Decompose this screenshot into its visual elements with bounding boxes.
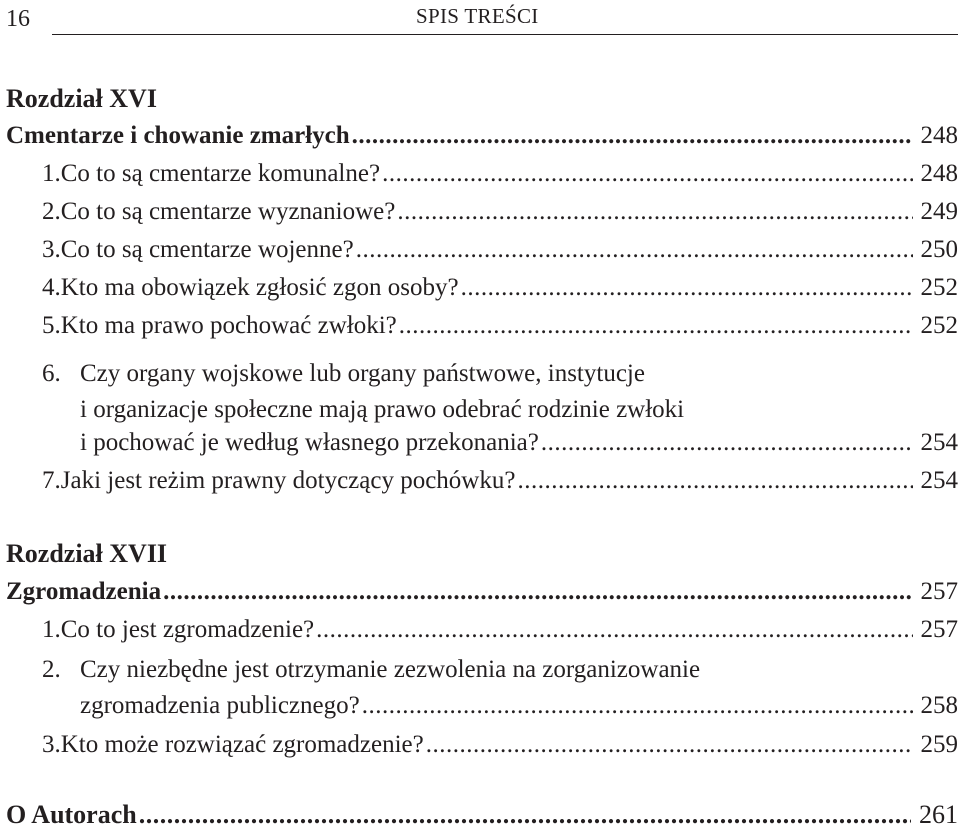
toc-entry[interactable]: 3. Kto może rozwiązać zgromadzenie? ..... 259 [42,726,958,764]
dot-leader [163,573,912,611]
toc-entry[interactable]: 1. Co to jest zgromadzenie? ..... 257 [42,611,958,649]
dot-leader [352,117,913,155]
dot-leader [382,155,912,193]
chapter-heading-17: Rozdział XVII [6,539,168,568]
dot-leader [517,462,912,500]
dot-leader [316,611,912,649]
toc-entry[interactable]: 3. Co to są cmentarze wojenne? ..... 250 [42,231,958,269]
page-number: 16 [6,6,30,32]
toc-entry[interactable]: 7. Jaki jest reżim prawny dotyczący pochówku? ..... 254 [42,462,958,500]
dot-leader [399,307,913,345]
toc-entry-multiline-last[interactable]: zgromadzenia publicznego? ..... 258 [80,687,958,725]
toc-entry[interactable]: 1. Co to są cmentarze komunalne? ..... 248 [42,155,958,193]
toc-entry-multiline-line1[interactable]: 2. Czy niezbędne jest otrzymanie zezwolenia na zorganizowanie [42,656,701,683]
dot-leader [362,687,913,725]
header-rule [52,34,958,35]
toc-entry-continuation: i organizacje społeczne mają prawo odebrać rodzinie zwłoki [80,396,685,423]
dot-leader [356,231,913,269]
dot-leader [461,269,913,307]
toc-entry-authors[interactable]: O Autorach ..... 261 [6,796,958,834]
dot-leader [139,796,911,834]
chapter-heading-16: Rozdział XVI [6,84,157,113]
dot-leader [541,424,913,462]
dot-leader [397,193,912,231]
toc-entry[interactable]: 4. Kto ma obowiązek zgłosić zgon osoby? ..... 252 [42,269,958,307]
toc-entry-chapter-17-title[interactable]: Zgromadzenia ..... 257 [6,573,958,611]
page-header [0,0,960,40]
running-title: SPIS TREŚCI [416,4,539,28]
toc-entry-chapter-16-title[interactable]: Cmentarze i chowanie zmarłych ..... 248 [6,117,958,155]
toc-entry[interactable]: 5. Kto ma prawo pochować zwłoki? ..... 252 [42,307,958,345]
toc-entry-multiline-line1[interactable]: 6. Czy organy wojskowe lub organy państwowe, instytucje [42,360,645,387]
toc-entry[interactable]: 2. Co to są cmentarze wyznaniowe? ..... 249 [42,193,958,231]
toc-entry-multiline-last[interactable]: i pochować je według własnego przekonania? ..... 254 [80,424,958,462]
dot-leader [426,726,913,764]
